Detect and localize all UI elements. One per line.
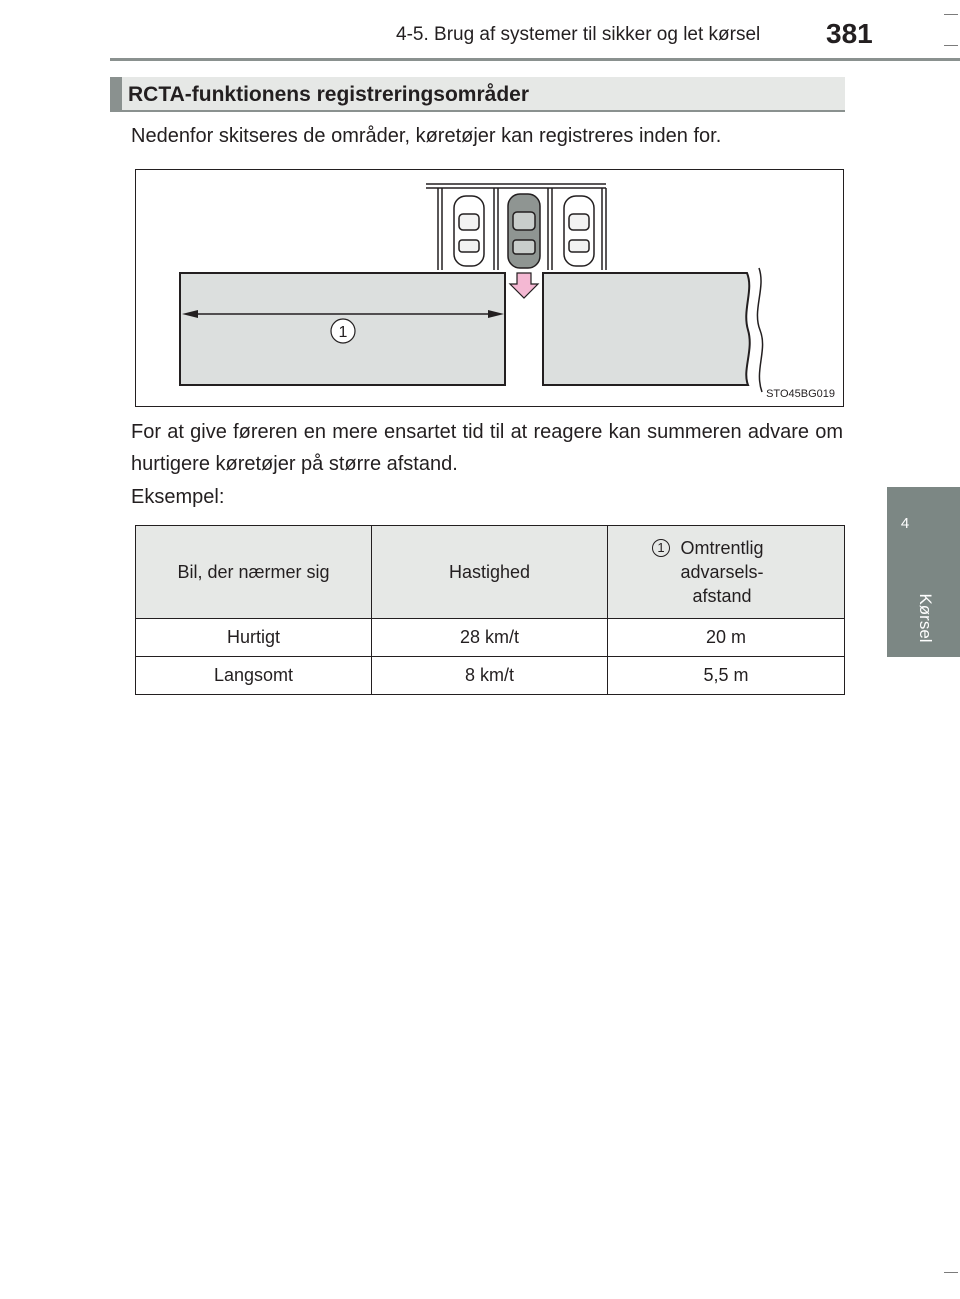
chapter-tab-number: 4 — [900, 515, 910, 532]
section-heading-text: RCTA-funktionens registreringsområder — [128, 83, 529, 106]
distance-header-text — [652, 536, 792, 608]
table-header-row — [136, 526, 845, 619]
intro-paragraph: Nedenfor skitseres de områder, køretøjer kan registreres inden for. — [131, 125, 722, 147]
figure-code: STO45BG019 — [766, 388, 835, 400]
section-heading-rule — [110, 110, 845, 112]
own-car — [508, 194, 540, 268]
example-label: Eksempel: — [131, 486, 225, 508]
crop-mark — [944, 14, 958, 15]
distance-header-line: Omtrentlig — [680, 538, 764, 558]
parked-car-left — [454, 196, 484, 266]
column-header-vehicle: Bil, der nærmer sig — [136, 526, 372, 619]
table-row — [136, 657, 845, 695]
reverse-arrow — [510, 273, 538, 298]
callout-number-badge: 1 — [652, 539, 670, 557]
header-divider — [110, 58, 960, 61]
callout-number: 1 — [338, 324, 348, 341]
table-cell: 8 km/t — [372, 657, 608, 695]
crop-mark — [944, 1272, 958, 1273]
chapter-tab-label: Kørsel — [916, 593, 935, 643]
parked-car-right — [564, 196, 594, 266]
table-cell: 28 km/t — [372, 619, 608, 657]
warning-distance-table — [135, 525, 845, 695]
table-cell: 20 m — [608, 619, 845, 657]
distance-header-line: advarsels- — [680, 562, 764, 582]
table-cell: Langsomt — [136, 657, 372, 695]
detection-area-diagram — [136, 170, 843, 406]
table-row — [136, 619, 845, 657]
column-header-speed: Hastighed — [372, 526, 608, 619]
detection-area-figure — [135, 169, 844, 407]
distance-header-line: afstand — [692, 586, 752, 606]
crop-mark — [944, 45, 958, 46]
header-title: 4-5. Brug af systemer til sikker og let kørsel — [396, 24, 761, 45]
section-heading — [110, 77, 845, 111]
break-line — [757, 268, 762, 392]
table-cell: 5,5 m — [608, 657, 845, 695]
column-header-distance — [608, 526, 845, 619]
body-paragraph: For at give føreren en mere ensartet tid til at reagere kan summeren advare om hurtigere køretøjer på større afstand. — [131, 421, 843, 475]
page-number: 381 — [826, 18, 873, 49]
right-detection-zone — [543, 273, 750, 385]
table-cell: Hurtigt — [136, 619, 372, 657]
